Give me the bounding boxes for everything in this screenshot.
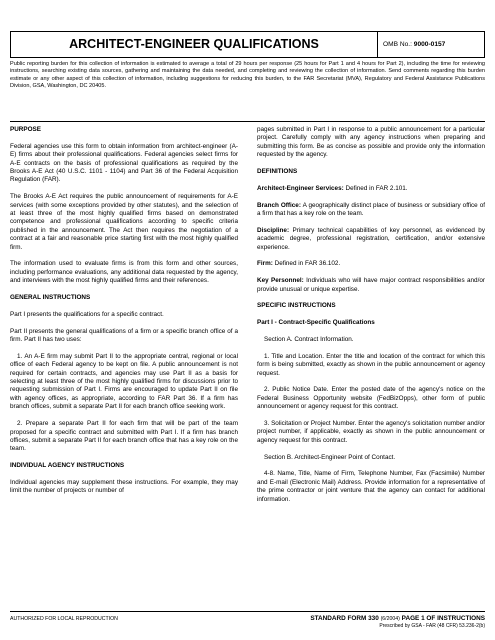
individual-instructions-heading: INDIVIDUAL AGENCY INSTRUCTIONS (10, 462, 125, 470)
definition-text: A geographically distinct place of business or subsidiary office of a firm that has a key role on the team. (257, 201, 485, 218)
footer-divider (10, 611, 485, 612)
item-3: 3. Solicitation or Project Number. Enter the agency's solicitation number and/or project number, if applicable, exactly as shown in the public announcement or agency request for this contract. (257, 420, 485, 444)
definition-text: Primary technical capabilities of key personnel, as evidenced by academic degree, professional registration, certification, and/or extensive experience. (257, 226, 486, 251)
footer-reproduction: AUTHORIZED FOR LOCAL REPRODUCTION (10, 616, 118, 622)
burden-statement: Public reporting burden for this collection of information is estimated to average a total of 29 hours per response (25 hours for Part 1 and 4 hours for Part 2), including the time for reviewing instructions, searching existing data sources, gathering and maintaining the data needed, and completing and reviewing the collection of information. Send comments regarding this burden estimate or any other aspect of this collection of information, including suggestions for reducing this burden, to the FAR Secretariat (MVA), Regulatory and Federal Assistance Publications Division, GSA, Washington, DC 20405. (10, 61, 485, 89)
prescribed-by: Prescribed by GSA - FAR (48 CFR) 53.236-2(b) (379, 623, 485, 629)
item-4-8: 4-8. Name, Title, Name of Firm, Telephone Number, Fax (Facsimile) Number and E-mail (Electronic Mail) Address. Provide information for a representative of the prime contractor or joint venture that the agency can contact for additional information. (257, 470, 485, 503)
purpose-paragraph-2: The Brooks A-E Act requires the public announcement of requirements for A-E services (with some exceptions provided by other statutes), and the selection of at least three of the most highly qualified firms based on demonstrated competence and professional qualifications according to specific criteria published in the announcement. The Act then requires the negotiation of a contract at a fair and reasonable price starting first with the most highly qualified firm. (10, 193, 238, 251)
definition-text: Individuals who will have major contract responsibilities and/or provide unusual or unique expertise. (257, 277, 485, 293)
omb-number: 9000-0157 (413, 41, 446, 48)
form-header (10, 31, 485, 58)
term: Architect-Engineer Services: (257, 184, 344, 192)
general-paragraph-3: 1. An A-E firm may submit Part II to the appropriate central, regional or local office of each Federal agency to be kept on file. A public announcement is not required for certain contracts, and agencies may use Part II as a basis for selecting at least three of the most highly qualified firms for discussions prior to requesting submission of Part I. Firms are encouraged to update Part II on file with agency offices, as appropriate, according to FAR Part 36. If a firm has branch offices, submit a separate Part II for each branch office seeking work. (10, 352, 238, 411)
continued-paragraph: pages submitted in Part I in response to a public announcement for a particular project. Carefully comply with any agency instructions when preparing and submitting this form. Be as concise as possible and provide only the information requested by the agency. (257, 126, 485, 159)
definition-text: Defined in FAR 2.101. (345, 184, 408, 192)
general-paragraph-1: Part I presents the qualifications for a specific contract. (10, 310, 164, 318)
left-column (10, 126, 238, 496)
purpose-paragraph-3: The information used to evaluate firms is from this form and other sources, including performance evaluations, any additional data requested by the agency, and interviews with the most highly qualified firms and their references. (10, 260, 238, 285)
term: Branch Office: (257, 201, 301, 209)
form-title: ARCHITECT-ENGINEER QUALIFICATIONS (69, 37, 319, 51)
item-1: 1. Title and Location. Enter the title and location of the contract for which this form is being submitted, exactly as shown in the public announcement or agency request. (257, 352, 485, 377)
section-b-title: Section B. Architect-Engineer Point of Contact. (264, 453, 396, 461)
definitions-heading: DEFINITIONS (257, 168, 298, 176)
term: Discipline: (257, 226, 290, 234)
specific-instructions-heading: SPECIFIC INSTRUCTIONS (257, 302, 336, 310)
individual-paragraph: Individual agencies may supplement these instructions. For example, they may limit the number of projects or number of (10, 478, 238, 495)
definition-key-personnel (257, 277, 485, 294)
definition-firm (257, 260, 485, 268)
footer-form-info (310, 615, 485, 630)
purpose-heading: PURPOSE (10, 126, 42, 133)
page-label: PAGE 1 OF INSTRUCTIONS (401, 615, 485, 622)
section-a-title: Section A. Contract Information. (264, 336, 354, 344)
general-paragraph-4: 2. Prepare a separate Part II for each firm that will be part of the team proposed for a specific contract and submitted with Part I. If a firm has branch offices, submit a separate Part II for each branch office that has a key role on the team. (10, 420, 238, 453)
form-name: STANDARD FORM 330 (310, 615, 379, 622)
divider (10, 121, 485, 122)
term: Firm: (257, 260, 273, 268)
omb-label: OMB No.: (383, 41, 412, 48)
term: Key Personnel: (257, 277, 304, 285)
definition-branch-office (257, 202, 485, 219)
right-column (257, 126, 485, 504)
definition-discipline (257, 227, 485, 252)
footer-form-line (310, 615, 485, 623)
item-2: 2. Public Notice Date. Enter the posted date of the agency's notice on the Federal Business Opportunity website (FedBizOpps), other form of public announcement or agency request for this contract. (257, 386, 485, 411)
form-date: (6/2004) (380, 616, 400, 622)
omb-box (377, 32, 484, 57)
general-instructions-heading: GENERAL INSTRUCTIONS (10, 294, 91, 302)
definition-text: Defined in FAR 36.102. (274, 260, 341, 268)
general-paragraph-2: Part II presents the general qualifications of a firm or a specific branch office of a firm. Part II has two uses: (10, 327, 238, 344)
part1-heading: Part I - Contract-Specific Qualifications (257, 319, 375, 327)
definition-ae-services (257, 185, 485, 193)
purpose-paragraph-1: Federal agencies use this form to obtain information from architect-engineer (A-E) firms about their professional qualifications. Federal agencies select firms for A-E contracts on the basis of professional qualifications as required by the Brooks A-E Act (40 U.S.C. 1101 - 1104) and Part 36 of the Federal Acquisition Regulation (FAR). (10, 142, 238, 184)
